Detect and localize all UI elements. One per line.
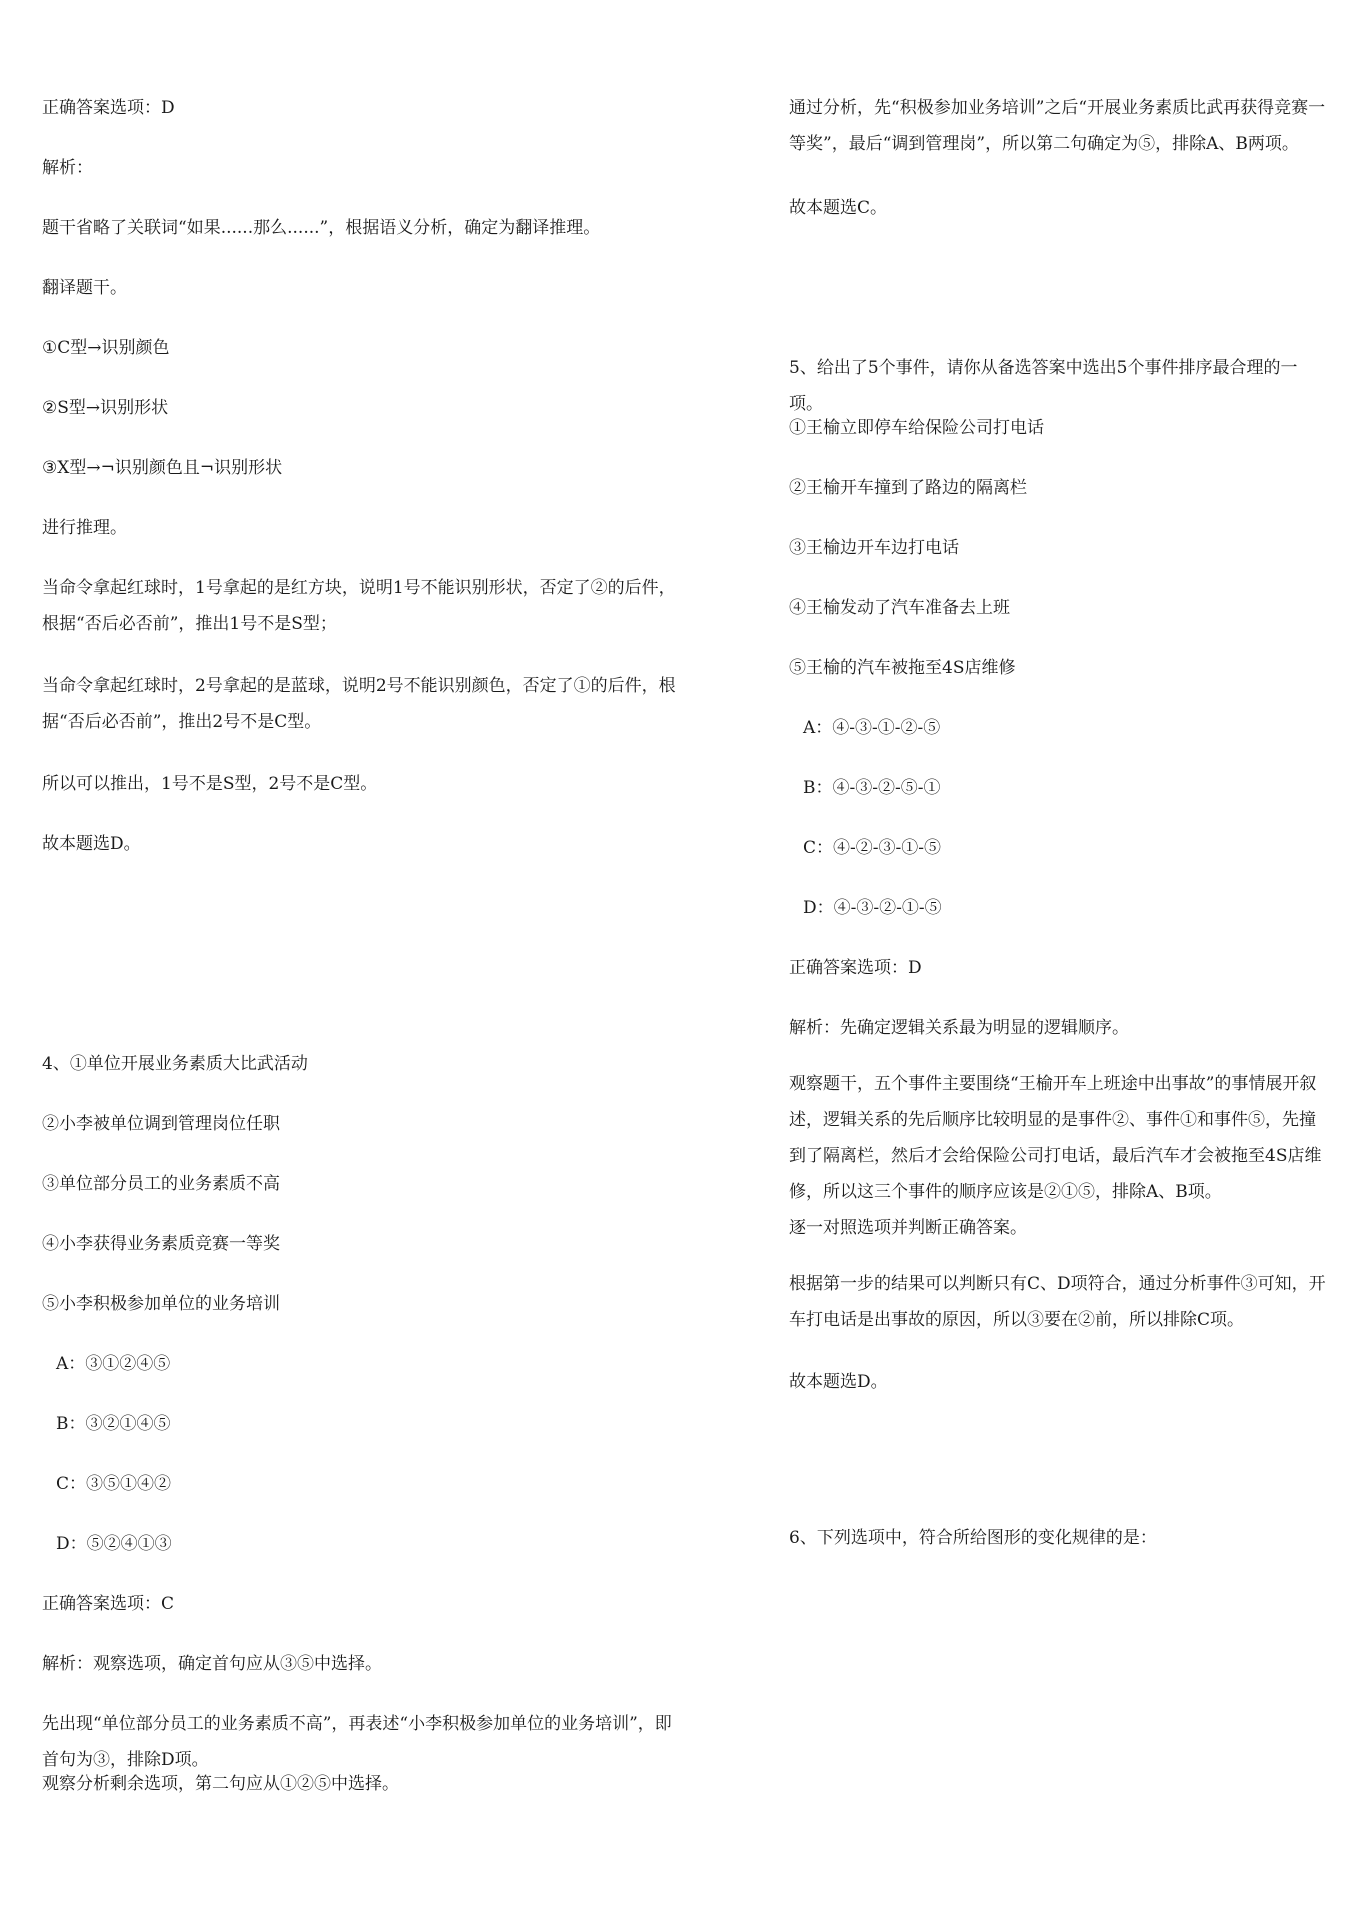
q5-option-c: C：④-②-③-①-⑤ [803,838,941,858]
q5-analysis-4: 根据第一步的结果可以判断只有C、D项符合，通过分析事件③可知，开车打电话是出事故的原因，所以③要在②前，所以排除C项。 [789,1274,1326,1330]
q3-analysis-label: 解析： [42,158,93,178]
q5-option-a: A：④-③-①-②-⑤ [803,718,941,738]
q4-item-5: ⑤小李积极参加单位的业务培训 [42,1294,280,1314]
q5-answer: 正确答案选项：D [789,958,922,978]
q5-analysis-2: 观察题干，五个事件主要围绕“王榆开车上班途中出事故”的事情展开叙述，逻辑关系的先后顺序比较明显的是事件②、事件①和事件⑤，先撞到了隔离栏，然后才会给保险公司打电话，最后汽车才会被拖至4S店维修，所以这三个事件的顺序应该是②①⑤，排除A、B项。 [789,1074,1322,1202]
q4-item-2: ②小李被单位调到管理岗位任职 [42,1114,280,1134]
q3-line-1: 题干省略了关联词“如果......那么......”，根据语义分析，确定为翻译推理。 [42,218,601,238]
q4-option-d: D：⑤②④①③ [56,1534,172,1554]
q5-stem: 5、给出了5个事件，请你从备选答案中选出5个事件排序最合理的一项。 [789,358,1298,414]
q3-line-7: 当命令拿起红球时，1号拿起的是红方块，说明1号不能识别形状，否定了②的后件，根据“否后必否前”，推出1号不是S型； [42,578,676,634]
q5-item-5: ⑤王榆的汽车被拖至4S店维修 [789,658,1016,678]
q3-line-2: 翻译题干。 [42,278,127,298]
q4-option-a: A：③①②④⑤ [56,1354,171,1374]
q5-item-1: ①王榆立即停车给保险公司打电话 [789,418,1044,438]
q4-option-c: C：③⑤①④② [56,1474,172,1494]
q3-line-6: 进行推理。 [42,518,127,538]
q5-analysis-3: 逐一对照选项并判断正确答案。 [789,1218,1027,1238]
q3-line-4: ②S型→识别形状 [42,398,169,418]
q4-stem: 4、①单位开展业务素质大比武活动 [42,1054,308,1074]
q4-analysis-1: 解析：观察选项，确定首句应从③⑤中选择。 [42,1654,382,1674]
q3-line-5: ③X型→¬识别颜色且¬识别形状 [42,458,283,478]
q4-analysis-2: 先出现“单位部分员工的业务素质不高”，再表述“小李积极参加单位的业务培训”，即首句为③，排除D项。 [42,1714,672,1770]
q3-line-10: 故本题选D。 [42,834,141,854]
q3-line-8: 当命令拿起红球时，2号拿起的是蓝球，说明2号不能识别颜色，否定了①的后件，根据“否后必否前”，推出2号不是C型。 [42,676,676,732]
q4-cont-1: 通过分析，先“积极参加业务培训”之后“开展业务素质比武再获得竞赛一等奖”，最后“调到管理岗”，所以第二句确定为⑤，排除A、B两项。 [789,98,1326,154]
q3-answer: 正确答案选项：D [42,98,175,118]
q3-line-9: 所以可以推出，1号不是S型，2号不是C型。 [42,774,378,794]
q5-analysis-5: 故本题选D。 [789,1372,888,1392]
q6-stem: 6、下列选项中，符合所给图形的变化规律的是： [789,1528,1157,1548]
q4-analysis-3: 观察分析剩余选项，第二句应从①②⑤中选择。 [42,1774,399,1794]
q5-option-b: B：④-③-②-⑤-① [803,778,941,798]
q5-item-2: ②王榆开车撞到了路边的隔离栏 [789,478,1027,498]
q3-line-3: ①C型→识别颜色 [42,338,170,358]
q5-item-3: ③王榆边开车边打电话 [789,538,959,558]
q4-item-4: ④小李获得业务素质竞赛一等奖 [42,1234,280,1254]
q4-cont-2: 故本题选C。 [789,198,888,218]
q4-answer: 正确答案选项：C [42,1594,175,1614]
q5-option-d: D：④-③-②-①-⑤ [803,898,942,918]
q4-item-3: ③单位部分员工的业务素质不高 [42,1174,280,1194]
q4-option-b: B：③②①④⑤ [56,1414,171,1434]
q5-analysis-1: 解析：先确定逻辑关系最为明显的逻辑顺序。 [789,1018,1129,1038]
q5-item-4: ④王榆发动了汽车准备去上班 [789,598,1010,618]
